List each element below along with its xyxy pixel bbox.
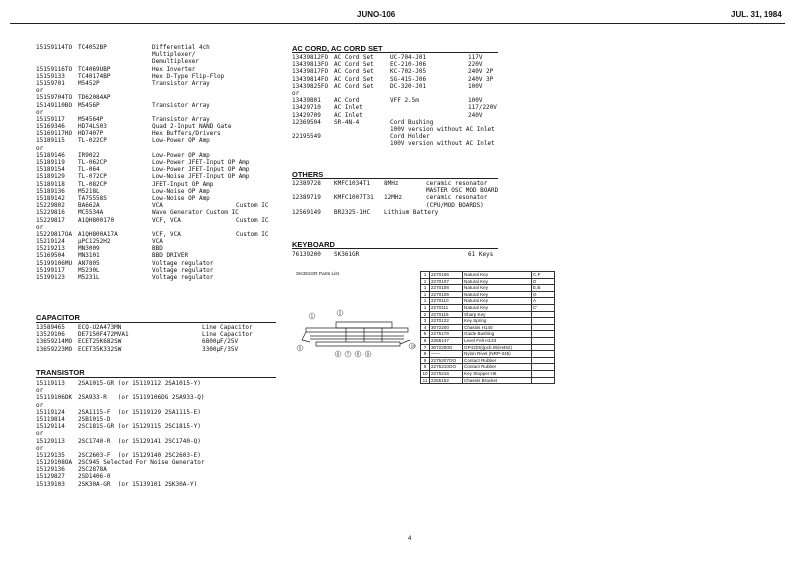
cell: 2255152	[430, 377, 463, 384]
cell: 2SC2878A	[78, 466, 107, 474]
cell: 13659214MO	[36, 338, 73, 346]
cell: 2275210OO	[430, 364, 463, 371]
callout-8: 8	[356, 351, 360, 357]
cell: VCF, VCA	[152, 230, 181, 238]
cell: TD62084AP	[78, 94, 111, 102]
callout-6: 6	[336, 351, 340, 357]
cell: 100V	[468, 82, 483, 90]
cell: MN3101	[78, 252, 100, 260]
callout-7: 7	[346, 351, 350, 357]
cell: ceramic resonator	[426, 180, 488, 187]
cell: Custom IC	[236, 202, 269, 210]
cell: 15159701	[36, 79, 65, 87]
cell: Chassis H140	[463, 324, 532, 331]
cell: AC Cord Set	[334, 75, 374, 83]
cell: M5452P	[78, 79, 100, 87]
cell: 15159704TO	[36, 94, 73, 102]
cell: A1QH800A17A	[78, 230, 118, 238]
cell: Contact Rubber	[463, 357, 532, 364]
table-row	[421, 324, 555, 331]
cell: 13659223MO	[36, 345, 73, 353]
cell: 2275216	[430, 370, 463, 377]
table-row	[421, 304, 555, 311]
cell: Nylon Rivet (NRP-345)	[463, 351, 532, 358]
cell: AC Inlet	[334, 104, 363, 112]
cell: Low-Noise OP Amp	[152, 194, 210, 202]
cell: 15199106MU	[36, 259, 73, 267]
cell: Voltage regulator	[152, 266, 214, 274]
cell: Hex Inverter	[152, 65, 196, 73]
keyboard-section-title: KEYBOARD	[292, 240, 335, 249]
cell: 2SC1740-R (or 15129141 2SC1740-Q)	[78, 437, 201, 445]
cell: 220V	[468, 61, 483, 69]
cell: Transistor Array	[152, 115, 210, 123]
cell: HD7407P	[78, 130, 104, 138]
cell: 13439817FO	[292, 68, 329, 76]
table-row	[421, 278, 555, 285]
cell: 2SB1015-D	[78, 415, 111, 423]
cell: 15219124	[36, 238, 65, 246]
page-number: 4	[408, 536, 412, 542]
keyboard-parts-table	[420, 271, 555, 384]
cell	[532, 324, 555, 331]
cell: 4	[421, 324, 430, 331]
cell: 15229817OA	[36, 230, 73, 238]
cell: 3072200G	[430, 344, 463, 351]
cell: 15189136	[36, 187, 65, 195]
cell: DE7150F472MVA1	[78, 331, 129, 339]
cell: 1	[421, 304, 430, 311]
cell: 15129135	[36, 451, 65, 459]
document-title: JUNO-106	[357, 10, 396, 19]
cell: 15229802	[36, 202, 65, 210]
cell: TA75558S	[78, 194, 107, 202]
cell: Differential 4ch	[152, 44, 210, 51]
cell: BBD	[152, 245, 163, 253]
cell: BBD DRIVER	[152, 252, 189, 260]
cell: 15129136	[36, 466, 65, 474]
cell: Cord Holder	[390, 133, 430, 141]
cell: 15169504	[36, 252, 65, 260]
table-row	[421, 318, 555, 325]
cell	[532, 377, 555, 384]
cell: 1	[421, 298, 430, 305]
cell: Contact Rubber	[463, 364, 532, 371]
cell: 2SA1015-GR (or 15119112 2SA1015-Y)	[78, 380, 201, 387]
cell: 2SA1115-F (or 15119129 2SA1115-E)	[78, 408, 201, 416]
cell: 2SC2603-F (or 15129140 2SC2603-E)	[78, 451, 201, 459]
table-row	[421, 364, 555, 371]
cell: 13529106	[36, 331, 65, 339]
callout-9: 9	[366, 351, 370, 357]
cell: 6	[421, 337, 430, 344]
callout-5: 5	[298, 345, 302, 351]
cell: 15119124	[36, 408, 65, 416]
cell: AC Inlet	[334, 111, 363, 119]
table-row	[421, 311, 555, 318]
cell	[532, 370, 555, 377]
cell: C,F	[532, 272, 555, 279]
cell: 10	[422, 370, 428, 376]
cell: 15189142	[36, 194, 65, 202]
cell	[532, 357, 555, 364]
cell: C'	[532, 304, 555, 311]
table-row	[421, 285, 555, 292]
table-row	[421, 272, 555, 279]
table-row	[421, 291, 555, 298]
cell: 15129108OA	[36, 459, 73, 467]
cell: Low-Power JFET-Input OP Amp	[152, 166, 250, 174]
cell: TC4052BP	[78, 44, 107, 51]
cell: TL-082CP	[78, 180, 107, 188]
cell: 2255147	[430, 337, 463, 344]
cell: 15129113	[36, 437, 65, 445]
cell: Quad 2-Input NAND Gate	[152, 123, 232, 131]
cell: or	[292, 89, 300, 97]
cell: AC Cord Set	[334, 68, 374, 76]
cell	[532, 318, 555, 325]
cell	[532, 337, 555, 344]
cell: M5230L	[78, 266, 100, 274]
cell: VCA	[152, 238, 163, 246]
cell: MC5534A	[78, 209, 104, 217]
cell: KC-702-J05	[390, 68, 427, 76]
cell: E,B	[532, 285, 555, 292]
cell: 2275176	[430, 331, 463, 338]
cell: 15189129	[36, 173, 65, 181]
cell: D	[532, 278, 555, 285]
cell: ECQ-U2A473MN	[78, 324, 122, 331]
cell: 2270108	[430, 285, 463, 292]
cell: AC Cord Set	[334, 54, 374, 61]
cell: 15189154	[36, 166, 65, 174]
table-row	[421, 357, 555, 364]
cell: 2	[421, 311, 430, 318]
cell: Demultiplexer	[152, 58, 199, 66]
cell: Chassis Bracket	[463, 377, 532, 384]
cell: Low-Power JFET-Input OP Amp	[152, 159, 250, 166]
cell: 15199117	[36, 266, 65, 274]
cell: 13439813FO	[292, 61, 329, 69]
cell: 3072200	[430, 324, 463, 331]
cell: 2SK30A-GR (or 15139101 2SK30A-Y)	[78, 480, 198, 488]
ac-cord-rule	[292, 52, 498, 53]
cell: TL-062CP	[78, 159, 107, 166]
cell: KMFC1034T1	[334, 180, 371, 187]
cell: Transistor Array	[152, 101, 210, 109]
cell: 1	[421, 272, 430, 279]
cell: Hex Buffers/Drivers	[152, 130, 221, 138]
cell: DC-320-J01	[390, 82, 427, 90]
cell: 15159117	[36, 115, 65, 123]
cell: 9	[421, 357, 430, 364]
cell: M54564P	[78, 115, 104, 123]
cell: 15229816	[36, 209, 65, 217]
cell: 12MHz	[384, 194, 403, 202]
capacitor-rule	[36, 322, 276, 323]
cell: A1QH800170	[78, 216, 115, 224]
cell: 240V 3P	[468, 75, 494, 83]
cell: 9	[421, 364, 430, 371]
capacitor-section-title: CAPACITOR	[36, 313, 80, 322]
cell: 13439814FO	[292, 75, 329, 83]
callout-10: 10	[410, 343, 416, 349]
cell: or	[36, 387, 44, 395]
table-row	[421, 351, 555, 358]
header-rule	[10, 23, 785, 24]
cell: MN3009	[78, 245, 100, 253]
cell: Natural Key	[463, 304, 532, 311]
cell: HD74LS03	[78, 123, 107, 131]
cell: UC-704-J01	[390, 54, 427, 61]
cell: M5231L	[78, 274, 100, 281]
cell: ——	[430, 351, 463, 358]
cell: 12369504	[292, 118, 321, 126]
cell: 15199123	[36, 274, 65, 281]
cell: 240V	[468, 111, 483, 119]
cell: 2270109	[430, 291, 463, 298]
cell: 15159116TO	[36, 65, 73, 73]
cell: Natural Key	[463, 278, 532, 285]
cell: 240V 2P	[468, 68, 494, 76]
cell: 100V	[468, 97, 483, 105]
table-row	[421, 298, 555, 305]
cell: Hex D-Type Flip-Flop	[152, 72, 225, 80]
callout-1: 1	[310, 313, 314, 319]
cell: Natural Key	[463, 298, 532, 305]
transistor-rule	[36, 377, 276, 378]
cell	[532, 331, 555, 338]
cell: 11	[421, 377, 430, 384]
cell: 15189146	[36, 151, 65, 159]
cell: JFET-Input OP Amp	[152, 180, 214, 188]
cell: SG-415-J06	[390, 75, 427, 83]
cell: 2270122	[430, 318, 463, 325]
cell: Multiplexer/	[152, 51, 196, 59]
cell: TL-072CP	[78, 173, 107, 181]
cell: Low-Noise JFET-Input OP Amp	[152, 173, 250, 181]
cell: 100V version without AC Inlet	[390, 140, 495, 148]
cell: Guide Bushing	[463, 331, 532, 338]
cell: or	[36, 401, 44, 409]
cell: Cord Bushing	[390, 118, 434, 126]
cell: 22195549	[292, 133, 321, 141]
cell: 15149110BO	[36, 101, 73, 109]
cell: 2270111	[430, 304, 463, 311]
callout-2: 2	[338, 310, 342, 316]
cell: KMFC1007T31	[334, 194, 374, 202]
cell: Voltage regulator	[152, 274, 214, 281]
cell: or	[36, 144, 44, 152]
cell: 7	[421, 344, 430, 351]
cell	[532, 351, 555, 358]
cell: 13429710	[292, 104, 321, 112]
cell: EC-210-J06	[390, 61, 427, 69]
cell: Natural Key	[463, 285, 532, 292]
cell: 15189115	[36, 137, 65, 145]
cell: M5456P	[78, 101, 100, 109]
cell: Key Stopper H6	[463, 370, 532, 377]
cell: Low-Power OP Amp	[152, 151, 210, 159]
cell: 13589465	[36, 324, 65, 331]
cell: 2270106	[430, 272, 463, 279]
cell: TC4069UBP	[78, 65, 111, 73]
cell: 15229817	[36, 216, 65, 224]
keyboard-parts-caption: SK361GR Parts List	[296, 272, 339, 277]
cell: 117V	[468, 54, 483, 61]
cell: ECET35K332SW	[78, 345, 122, 353]
cell	[532, 364, 555, 371]
cell: IR9022	[78, 151, 100, 159]
cell: Line Capacitor	[202, 324, 253, 331]
cell: 2SD1406-0	[78, 473, 111, 481]
cell: 61 Keys	[468, 251, 494, 258]
cell: TL-064	[78, 166, 100, 174]
cell: 8	[421, 351, 430, 358]
cell: Lithium Battery	[384, 208, 439, 216]
cell: Low-Power OP Amp	[152, 137, 210, 145]
cell: 2SC945 Selected For Noise Generator	[78, 459, 205, 467]
cell: 15129827	[36, 473, 65, 481]
cell: MASTER OSC MOD BOARD	[426, 187, 499, 195]
cell: TC40174BP	[78, 72, 111, 80]
cell: 13439812FO	[292, 54, 329, 61]
cell: Transistor Array	[152, 79, 210, 87]
cell: 15119113	[36, 380, 65, 387]
cell: 100V version without AC Inlet	[390, 125, 495, 133]
cell: ceramic resonator	[426, 194, 488, 202]
cell	[532, 344, 555, 351]
cell: ECET25K682SW	[78, 338, 122, 346]
cell: 2SC1815-GR (or 15129115 2SC1815-Y)	[78, 423, 201, 431]
cell: (CPU/MOD BOARDS)	[426, 201, 484, 209]
cell	[532, 311, 555, 318]
cell: BR2325-1HC	[334, 208, 371, 216]
keyboard-cross-section-diagram	[296, 308, 418, 358]
cell: M5218L	[78, 187, 100, 195]
cell: VFF 2.5m	[390, 97, 419, 105]
cell: 15189118	[36, 180, 65, 188]
cell: AC Cord	[334, 97, 360, 105]
cell: 13429709	[292, 111, 321, 119]
cell: 1	[421, 291, 430, 298]
cell: BA662A	[78, 202, 100, 210]
table-row	[421, 337, 555, 344]
cell: Custom IC	[236, 230, 269, 238]
cell: 15129114	[36, 423, 65, 431]
cell: 15159133	[36, 72, 65, 80]
table-row	[421, 377, 555, 384]
cell: 3	[421, 318, 430, 325]
cell: 12389719	[292, 194, 321, 202]
cell: A	[532, 298, 555, 305]
cell: 12389728	[292, 180, 321, 187]
cell: 2270110	[430, 298, 463, 305]
cell: 76139200	[292, 251, 321, 258]
cell: Sharp Key	[463, 311, 532, 318]
cell: or	[36, 430, 44, 438]
cell: 2270107	[430, 278, 463, 285]
cell: 15169346	[36, 123, 65, 131]
cell: AN7805	[78, 259, 100, 267]
cell: VCA	[152, 202, 163, 210]
cell: 15119106DK	[36, 394, 73, 402]
cell: μPC1252H2	[78, 238, 111, 246]
cell: 13439825FO	[292, 82, 329, 90]
cell: 12569149	[292, 208, 321, 216]
others-rule	[292, 178, 498, 179]
keyboard-rule	[292, 248, 498, 249]
cell: or	[36, 223, 44, 231]
cell: Key Spring	[463, 318, 532, 325]
cell: Level Felt H143	[463, 337, 532, 344]
cell: 15139103	[36, 480, 65, 488]
transistor-section-title: TRANSISTOR	[36, 368, 85, 377]
cell: 15189119	[36, 159, 65, 166]
cell: Voltage regulator	[152, 259, 214, 267]
cell: 2275207OO	[430, 357, 463, 364]
table-row	[421, 331, 555, 338]
cell: or	[36, 87, 44, 95]
cell: 2270116	[430, 311, 463, 318]
cell: 2SA933-R (or 15119106DG 2SA933-Q)	[78, 394, 205, 402]
cell: Natural Key	[463, 272, 532, 279]
cell: 3300μF/35V	[202, 345, 239, 353]
ac-cord-section-title: AC CORD, AC CORD SET	[292, 44, 383, 53]
cell: 15119814	[36, 415, 65, 423]
cell: or	[36, 108, 44, 116]
cell: 15169117HO	[36, 130, 73, 138]
cell: 117/220V	[468, 104, 497, 112]
cell: Low-Noise OP Amp	[152, 187, 210, 195]
cell: SK361GR	[334, 251, 360, 258]
table-row	[421, 370, 555, 377]
cell: Wave Generator Custom IC	[152, 209, 239, 217]
cell: 15159114TO	[36, 44, 73, 51]
cell: VCF, VCA	[152, 216, 181, 224]
cell: GP42(I5)(pcb.05)H462)	[463, 344, 532, 351]
cell: SR-4N-4	[334, 118, 360, 126]
cell: Custom IC	[236, 216, 269, 224]
cell: Line Capacitor	[202, 331, 253, 339]
cell: AC Cord Set	[334, 82, 374, 90]
cell: 1	[421, 278, 430, 285]
cell: 8MHz	[384, 180, 399, 187]
cell: 13439801	[292, 97, 321, 105]
others-section-title: OTHERS	[292, 170, 324, 179]
cell: 5	[421, 331, 430, 338]
table-row	[421, 344, 555, 351]
cell: Natural Key	[463, 291, 532, 298]
cell: AC Cord Set	[334, 61, 374, 69]
cell: G	[532, 291, 555, 298]
cell: 6800μF/25V	[202, 338, 239, 346]
cell: TL-022CP	[78, 137, 107, 145]
document-date: JUL. 31, 1984	[731, 10, 782, 19]
cell: 1	[421, 285, 430, 292]
cell: or	[36, 444, 44, 452]
cell: 15219213	[36, 245, 65, 253]
